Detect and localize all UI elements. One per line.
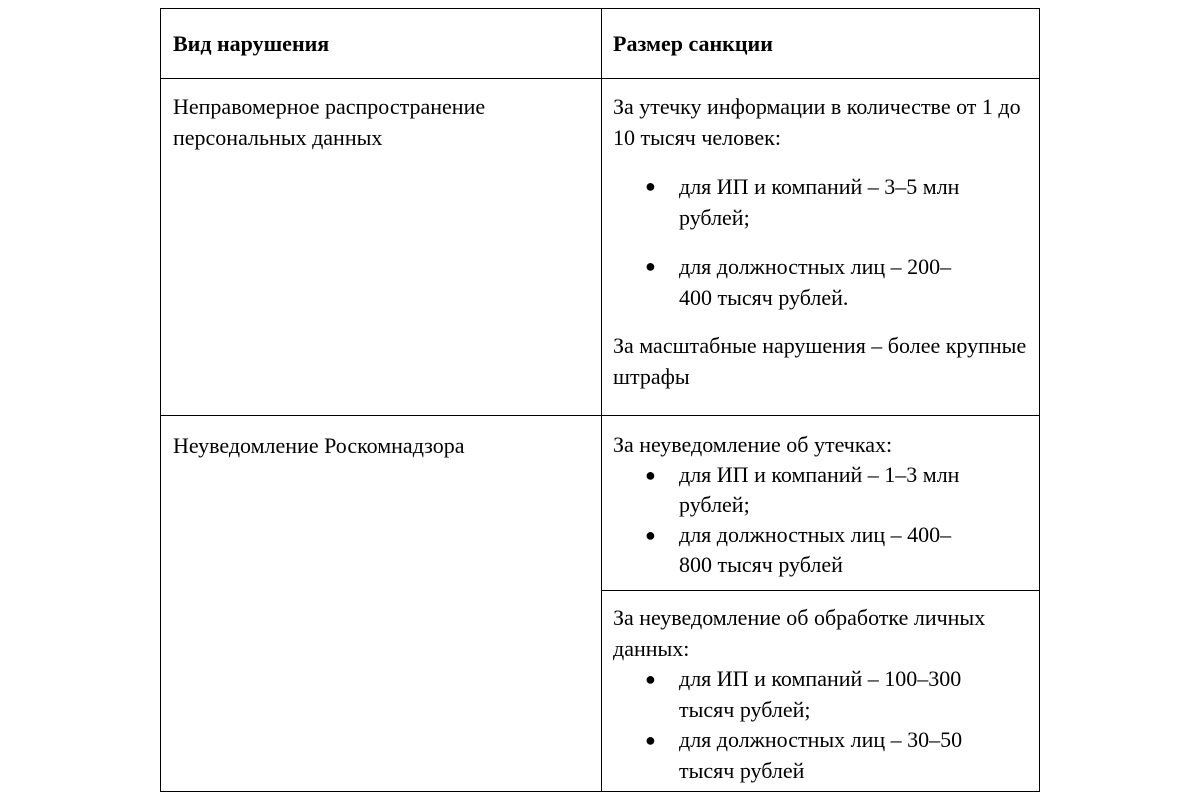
sanction-intro: За неуведомление об обработке личных данных:: [613, 605, 986, 661]
header-violation: Вид нарушения: [173, 31, 330, 56]
sanction-cell: [613, 430, 1033, 580]
row-divider: [161, 415, 1039, 416]
sanction-item: ● для должностных лиц – 400–800 тысяч рублей: [613, 520, 979, 580]
row-divider: [601, 590, 1039, 591]
sanction-outro: За масштабные нарушения – более крупные штрафы: [613, 333, 1027, 389]
sanction-intro: За неуведомление об утечках:: [613, 432, 893, 457]
sanction-list: [613, 460, 1033, 580]
sanction-item: ● для должностных лиц – 200–400 тысяч рублей.: [613, 251, 979, 313]
sanction-cell: [613, 91, 1033, 392]
column-divider: [601, 9, 602, 791]
violation-cell: Неправомерное распространение персональных данных: [173, 94, 486, 150]
sanction-cell: [613, 603, 1013, 786]
header-sanction: Размер санкции: [613, 31, 773, 56]
sanction-intro: За утечку информации в количестве от 1 до 10 тысяч человек:: [613, 94, 1021, 150]
sanction-item: ● для ИП и компаний – 3–5 млн рублей;: [613, 171, 979, 233]
violation-cell: Неуведомление Роскомнадзора: [173, 433, 465, 458]
sanctions-table: [160, 8, 1040, 792]
row-divider: [161, 78, 1039, 79]
sanction-list: [613, 171, 1033, 313]
sanction-item: ● для ИП и компаний – 100–300 тысяч рублей;: [613, 664, 989, 725]
sanction-item: ● для должностных лиц – 30–50 тысяч рублей: [613, 725, 989, 786]
sanction-item: ● для ИП и компаний – 1–3 млн рублей;: [613, 460, 979, 520]
sanction-list: [613, 664, 1013, 786]
